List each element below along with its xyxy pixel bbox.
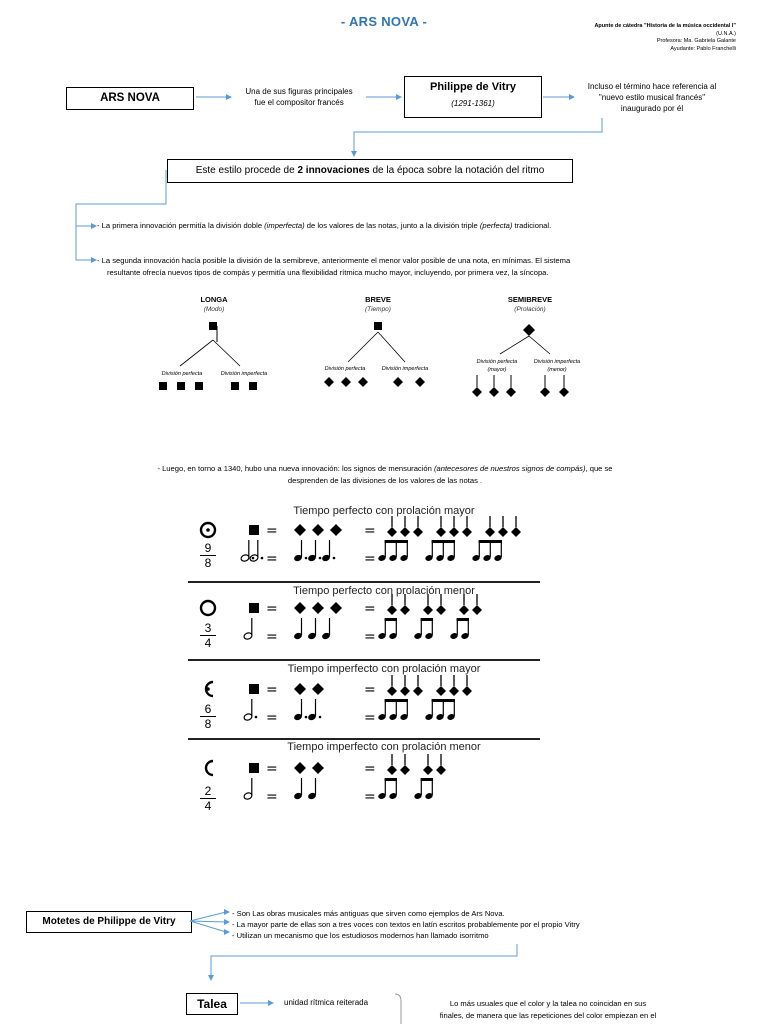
bracket-icon: [393, 993, 405, 1024]
time-sig-den: 8: [204, 556, 212, 570]
inn2-line-1: - La segunda innovación hacía posible la división de la semibreve, anteriormente el menor valor posible de una nota, en mínimas. El sistema: [97, 256, 571, 265]
half-note-icon: [243, 778, 253, 800]
time-sig-num: 9: [204, 541, 212, 555]
longa-left-label: División perfecta: [161, 371, 203, 377]
connector-arrow: [205, 944, 525, 984]
minim-note-icon: [472, 594, 482, 615]
half-note-icon: [243, 618, 253, 640]
half-note-icon: [240, 540, 254, 562]
innovations-bold: 2 innovaciones: [297, 165, 370, 176]
inn1-post: tradicional.: [512, 221, 552, 230]
minim-note-icon: [436, 675, 446, 696]
talea-desc: unidad rítmica reiterada: [284, 998, 369, 1007]
semibreve-right-label: División imperfecta (menor): [533, 359, 581, 373]
motetes-box: Motetes de Philippe de Vitry: [26, 911, 192, 933]
equals-sign: =: [266, 710, 278, 726]
equals-sign: =: [364, 601, 376, 617]
equals-sign: =: [364, 523, 376, 539]
mensuration-sign-icon: [201, 601, 215, 615]
minim-note-icon: [485, 516, 495, 537]
inn1-mid: de los valores de las notas, junto a la división triple: [304, 221, 480, 230]
mensuration-title: Tiempo perfecto con prolación mayor: [293, 505, 475, 517]
minim-note-icon: [400, 516, 410, 537]
breve-note-icon: [249, 684, 259, 694]
term-line-1: Incluso el término hace referencia al: [587, 82, 717, 91]
bullet-1: - Son Las obras musicales más antiguas que sirven como ejemplos de Ars Nova.: [232, 909, 505, 918]
equals-sign: =: [364, 629, 376, 645]
time-sig-num: 3: [204, 621, 212, 635]
mensuration-title: Tiempo imperfecto con prolación menor: [287, 741, 481, 753]
minim-note-icon: [511, 516, 521, 537]
innovations-pre: Este estilo procede de: [195, 165, 298, 176]
breve-note-icon: [249, 763, 259, 773]
equals-sign: =: [266, 761, 278, 777]
equals-sign: =: [364, 710, 376, 726]
vitry-dates: (1291-1361): [451, 99, 495, 108]
inn1-italic1: (imperfecta): [264, 221, 305, 230]
minim-note-icon: [459, 594, 469, 615]
semibreve-note-icon: [294, 524, 306, 536]
quarter-note-icon: [293, 778, 303, 800]
minim-note-icon: [387, 675, 397, 696]
quarter-note-icon: [293, 699, 307, 721]
figures-line-2: fue el compositor francés: [254, 98, 344, 107]
quarter-note-icon: [307, 699, 321, 721]
bullet-3: - Utilizan un mecanismo que los estudiosos modernos han llamado isorritmo: [232, 931, 489, 940]
minim-note-icon: [449, 675, 459, 696]
quarter-note-icon: [307, 540, 321, 562]
inn2-line-2: resultante ofrecía nuevos tipos de compás y permitía una flexibilidad rítmica mucho mayor, incluyendo, por primera vez, la síncopa.: [107, 268, 549, 277]
minim-note-icon: [387, 754, 397, 775]
breve-note-icon: [249, 525, 259, 535]
credits-line-3: Profesora: Ma. Gabriela Galante: [656, 38, 736, 45]
longa-right-label: División imperfecta: [220, 371, 268, 377]
vitry-name: Philippe de Vitry: [430, 81, 516, 93]
equals-sign: =: [364, 789, 376, 805]
minim-note-icon: [462, 516, 472, 537]
quarter-note-icon: [321, 540, 335, 562]
longa-label: LONGA: [200, 295, 228, 304]
semibreve-sub: (Prolación): [514, 306, 546, 313]
mensuration-sign-icon: [206, 761, 213, 775]
quarter-note-icon: [321, 618, 331, 640]
ars-nova-box: ARS NOVA: [66, 87, 194, 110]
mens-line-2: desprenden de las divisiones de los valores de las notas .: [287, 476, 483, 485]
minim-note-icon: [423, 594, 433, 615]
equals-sign: =: [364, 551, 376, 567]
semibreve-note-icon: [330, 524, 342, 536]
breve-sub: (Tiempo): [365, 306, 391, 313]
minim-note-icon: [449, 516, 459, 537]
equals-sign: =: [266, 682, 278, 698]
quarter-note-icon: [307, 778, 317, 800]
inn1-pre: - La primera innovación permitía la división doble: [97, 221, 265, 230]
fan-arrows: [190, 908, 232, 936]
minim-note-icon: [436, 516, 446, 537]
quarter-note-icon: [293, 540, 307, 562]
minim-note-icon: [400, 675, 410, 696]
eighth-note-group-icon: [471, 540, 502, 562]
credits-line-4: Ayudante: Pablo Franchelli: [670, 45, 736, 52]
semibreve-note-icon: [294, 762, 306, 774]
semibreve-note-icon: [294, 683, 306, 695]
equals-sign: =: [266, 551, 278, 567]
time-sig-den: 8: [204, 717, 212, 731]
eighth-note-group-icon: [377, 618, 397, 640]
minim-note-icon: [436, 594, 446, 615]
talea-box: Talea: [186, 993, 238, 1015]
semibreve-note-icon: [312, 683, 324, 695]
eighth-note-group-icon: [377, 540, 408, 562]
breve-label: BREVE: [365, 295, 391, 304]
equals-sign: =: [266, 789, 278, 805]
eighth-note-group-icon: [449, 618, 469, 640]
credits-line-1: Apunte de cátedra "Historia de la música occidental I": [594, 23, 736, 29]
term-line-3: inaugurado por él: [620, 104, 684, 113]
credits-line-2: (U.N.A.): [716, 30, 736, 37]
minim-note-icon: [387, 594, 397, 615]
half-note-icon: [243, 699, 257, 721]
eighth-note-group-icon: [377, 778, 397, 800]
minim-note-icon: [400, 594, 410, 615]
eighth-note-group-icon: [377, 699, 408, 721]
semibreve-left-label: División perfecta (mayor): [476, 359, 518, 373]
breve-note-icon: [249, 603, 259, 613]
figures-line-1: Una de sus figuras principales: [245, 87, 353, 96]
innovations-post: de la época sobre la notación del ritmo: [369, 165, 545, 176]
eighth-note-group-icon: [413, 618, 433, 640]
semibreve-note-icon: [312, 602, 324, 614]
minim-note-icon: [413, 675, 423, 696]
semibreve-note-icon: [330, 602, 342, 614]
minim-note-icon: [423, 754, 433, 775]
equals-sign: =: [266, 601, 278, 617]
mensuration-dot-icon: [206, 687, 210, 691]
equals-sign: =: [364, 761, 376, 777]
mensuration-title: Tiempo perfecto con prolación menor: [293, 585, 475, 597]
equals-sign: =: [364, 682, 376, 698]
bullet-2: - La mayor parte de ellas son a tres voces con textos en latín escritos probablemente por el propio Vitry: [232, 920, 580, 929]
minim-note-icon: [387, 516, 397, 537]
semibreve-label: SEMIBREVE: [507, 295, 553, 304]
minim-note-icon: [436, 754, 446, 775]
minim-note-icon: [400, 754, 410, 775]
quarter-note-icon: [293, 618, 303, 640]
eighth-note-group-icon: [424, 540, 455, 562]
inn1-italic2: (perfecta): [479, 221, 513, 230]
mensuration-title: Tiempo imperfecto con prolación mayor: [287, 663, 481, 675]
talea-note: [418, 998, 678, 1022]
time-sig-den: 4: [204, 799, 212, 813]
mens-italic: (antecesores de nuestros signos de compás): [433, 464, 586, 473]
time-sig-num: 6: [204, 702, 212, 716]
talea-note-line-1: Lo más usuales que el color y la talea no coincidan en sus: [449, 999, 647, 1008]
term-line-2: "nuevo estilo musical francés": [598, 93, 706, 102]
time-sig-num: 2: [204, 784, 212, 798]
half-note-icon: [249, 540, 263, 562]
equals-sign: =: [266, 629, 278, 645]
semibreve-note-icon: [312, 524, 324, 536]
semibreve-note-icon: [312, 762, 324, 774]
motetes-bullets: [232, 908, 712, 941]
minim-note-icon: [498, 516, 508, 537]
breve-right-label: División imperfecta: [381, 366, 429, 372]
mens-pre: - Luego, en torno a 1340, hubo una nueva innovación: los signos de mensuración: [157, 464, 434, 473]
breve-left-label: División perfecta: [324, 366, 366, 372]
minim-note-icon: [462, 675, 472, 696]
quarter-note-icon: [307, 618, 317, 640]
mensuration-dot-icon: [206, 528, 210, 532]
talea-note-line-2: finales, de manera que las repeticiones del color empiezan en el: [439, 1011, 657, 1020]
page-title: - ARS NOVA -: [340, 14, 428, 29]
eighth-note-group-icon: [413, 778, 433, 800]
minim-note-icon: [413, 516, 423, 537]
eighth-note-group-icon: [424, 699, 455, 721]
mens-post: , que se: [585, 464, 613, 473]
equals-sign: =: [266, 523, 278, 539]
semibreve-note-icon: [294, 602, 306, 614]
time-sig-den: 4: [204, 636, 212, 650]
arrow-right-icon: [240, 998, 274, 1008]
longa-sub: (Modo): [203, 306, 225, 313]
